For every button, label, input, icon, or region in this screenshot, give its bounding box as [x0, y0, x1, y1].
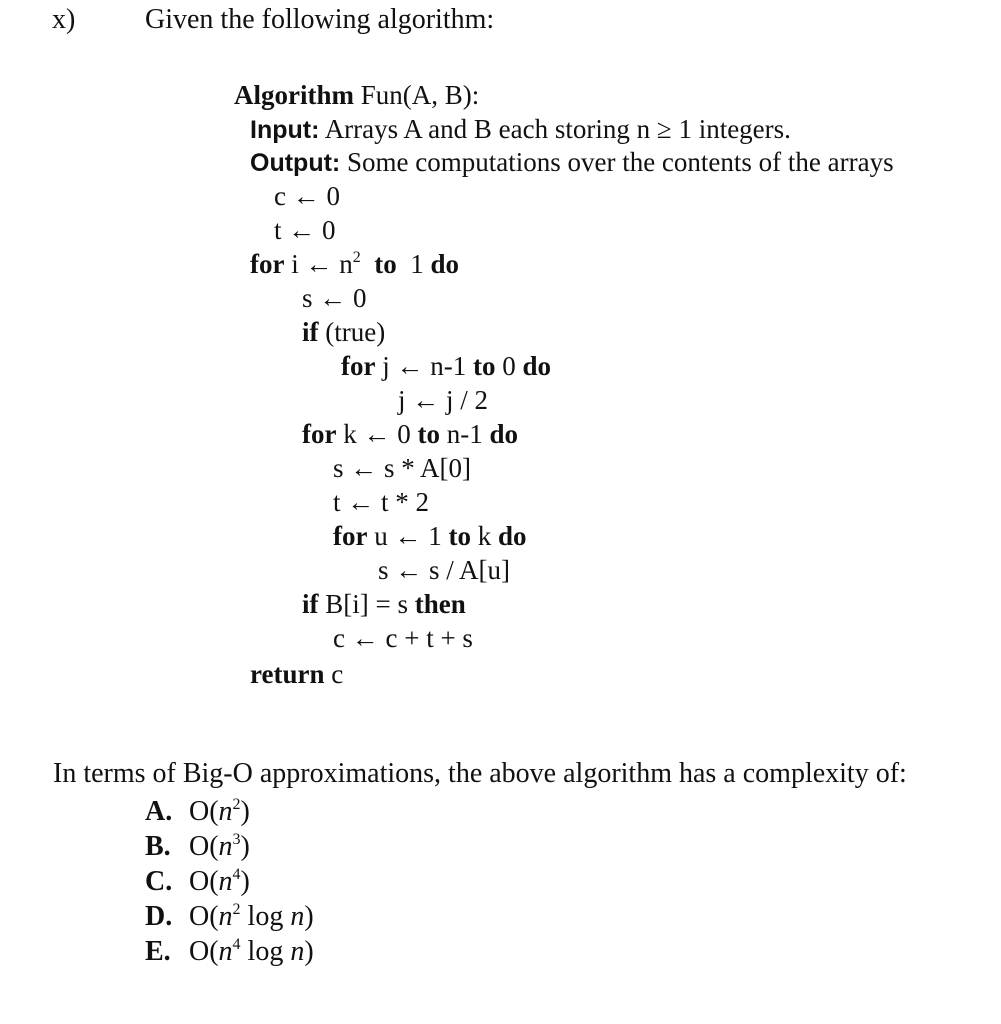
option-letter: D. — [145, 901, 173, 932]
option-text: O( — [189, 796, 219, 827]
keyword-then: then — [414, 589, 466, 619]
code-line-s-mult: s ← s * A[0] — [333, 453, 472, 483]
option-letter: A. — [145, 796, 173, 827]
for-j-var: j ← n-1 — [382, 351, 467, 381]
option-text: O( — [189, 936, 219, 967]
option-text: log — [240, 901, 291, 932]
option-text: log — [240, 936, 291, 967]
option-a — [145, 796, 250, 828]
algorithm-keyword: Algorithm — [234, 80, 354, 110]
for-u-end: k — [477, 521, 492, 551]
keyword-if: if — [302, 317, 319, 347]
option-letter: B. — [145, 831, 171, 862]
for-i-var: i ← n — [291, 249, 353, 279]
code-line-for-u — [333, 520, 527, 552]
option-text: ) — [240, 796, 250, 827]
code-line-for-j — [341, 350, 551, 382]
option-text: ) — [240, 866, 250, 897]
option-exponent: 2 — [232, 796, 241, 813]
option-d — [145, 901, 314, 933]
option-letter: C. — [145, 866, 173, 897]
for-i-exponent: 2 — [352, 249, 361, 266]
code-line-s-div: s ← s / A[u] — [378, 555, 511, 585]
for-k-end: n-1 — [446, 419, 483, 449]
code-line-for-i — [250, 248, 459, 280]
option-b — [145, 831, 250, 863]
for-k-var: k ← 0 — [343, 419, 411, 449]
option-exponent: 4 — [232, 936, 241, 953]
keyword-for: for — [333, 521, 368, 551]
code-line-if-b — [302, 588, 466, 620]
keyword-for: for — [302, 419, 337, 449]
return-value: c — [331, 659, 344, 689]
code-line-j-update: j ← j / 2 — [398, 385, 489, 415]
algorithm-header — [234, 79, 479, 111]
for-u-var: u ← 1 — [374, 521, 442, 551]
keyword-to: to — [448, 521, 471, 551]
input-text: Arrays A and B each storing n ≥ 1 integers. — [324, 114, 791, 144]
option-text: O( — [189, 901, 219, 932]
option-c — [145, 866, 250, 898]
code-line-return — [250, 658, 343, 690]
code-line-for-k — [302, 418, 518, 450]
option-variable: n — [290, 901, 305, 932]
keyword-to: to — [374, 249, 397, 279]
option-text: O( — [189, 831, 219, 862]
if-b-condition: B[i] = s — [325, 589, 408, 619]
code-line-t-init: t ← 0 — [274, 215, 336, 245]
option-variable: n — [218, 831, 233, 862]
output-text: Some computations over the contents of the arrays — [346, 147, 894, 177]
code-line-t-mult: t ← t * 2 — [333, 487, 430, 517]
input-label: Input: — [250, 116, 320, 144]
code-line-c-init: c ← 0 — [274, 181, 340, 211]
option-variable: n — [218, 796, 233, 827]
keyword-do: do — [430, 249, 460, 279]
for-j-end: 0 — [502, 351, 516, 381]
code-line-s-init: s ← 0 — [302, 283, 367, 313]
keyword-to: to — [417, 419, 440, 449]
keyword-for: for — [250, 249, 285, 279]
option-text: O( — [189, 866, 219, 897]
keyword-do: do — [497, 521, 527, 551]
option-text: ) — [304, 936, 314, 967]
input-line — [250, 113, 791, 146]
option-variable: n — [218, 901, 233, 932]
option-exponent: 4 — [232, 866, 241, 883]
algorithm-signature: Fun(A, B): — [360, 80, 480, 110]
code-line-c-update: c ← c + t + s — [333, 623, 473, 653]
keyword-do: do — [522, 351, 552, 381]
option-variable: n — [290, 936, 305, 967]
keyword-return: return — [250, 659, 325, 689]
if-true-condition: (true) — [325, 317, 386, 347]
code-line-if-true — [302, 316, 385, 348]
option-text: ) — [304, 901, 314, 932]
option-exponent: 2 — [232, 901, 241, 918]
output-line — [250, 146, 894, 179]
option-variable: n — [218, 866, 233, 897]
complexity-question: In terms of Big-O approximations, the above algorithm has a complexity of: — [53, 758, 907, 789]
keyword-do: do — [489, 419, 519, 449]
for-i-end: 1 — [410, 249, 424, 279]
output-label: Output: — [250, 149, 341, 177]
option-exponent: 3 — [232, 831, 241, 848]
keyword-if: if — [302, 589, 319, 619]
question-prompt: Given the following algorithm: — [145, 4, 495, 35]
keyword-to: to — [472, 351, 496, 381]
option-e — [145, 936, 314, 968]
option-variable: n — [218, 936, 233, 967]
question-number: x) — [52, 4, 76, 35]
option-letter: E. — [145, 936, 171, 967]
option-text: ) — [240, 831, 250, 862]
keyword-for: for — [341, 351, 376, 381]
